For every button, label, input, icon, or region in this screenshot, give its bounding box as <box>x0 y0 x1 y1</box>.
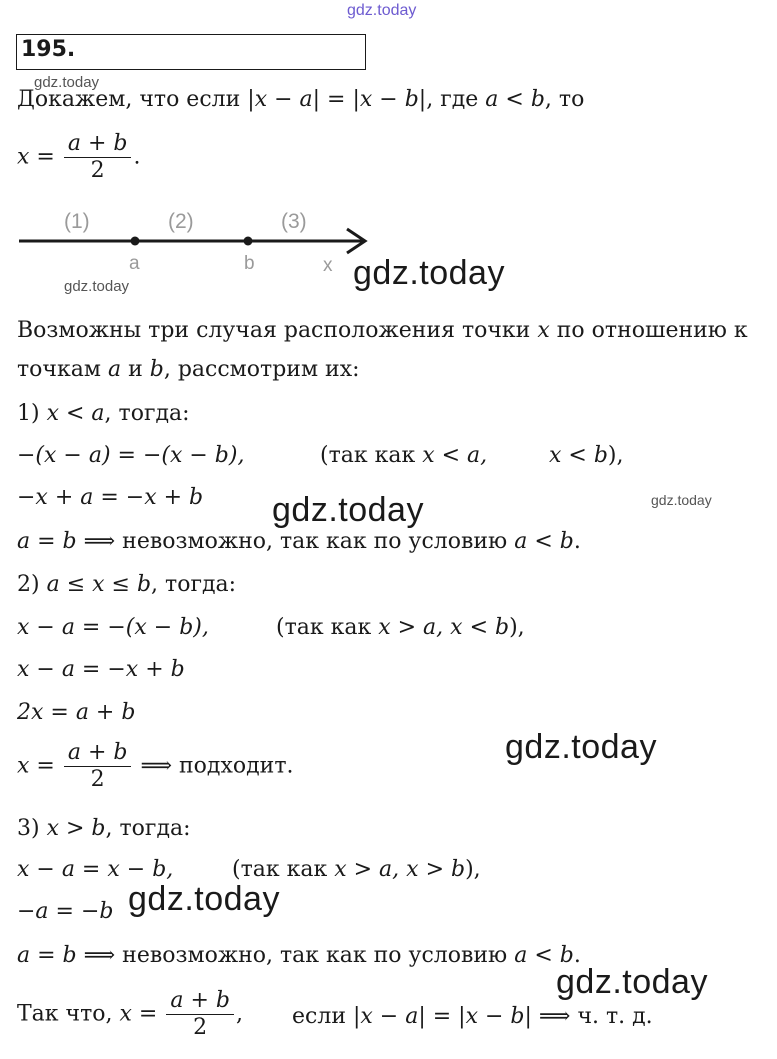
problem-number: 195. <box>21 37 76 62</box>
equation: x − a = x − b, <box>17 857 174 882</box>
text: Возможны три случая расположения точки <box>17 318 531 343</box>
math: x < a, <box>422 443 488 468</box>
fraction-denominator: 2 <box>90 158 105 183</box>
equation: −(x − a) = −(x − b), <box>17 443 245 468</box>
watermark: gdz.today <box>505 728 657 766</box>
text: Так что, <box>17 1001 113 1027</box>
case2-eq2 <box>17 656 185 684</box>
equation: |x − a| = |x − b| <box>352 1004 532 1029</box>
text: ), <box>607 443 624 468</box>
fraction-numerator: a + b <box>64 131 132 158</box>
math: a = b <box>17 529 77 554</box>
text: , тогда: <box>151 572 237 597</box>
watermark: gdz.today <box>651 492 712 508</box>
text: , рассмотрим их: <box>163 357 360 382</box>
text: если <box>292 1004 346 1029</box>
equation: −x + a = −x + b <box>17 485 204 510</box>
intro-tail: , то <box>544 87 585 112</box>
intro-condition: a < b <box>485 87 545 112</box>
case-number: 1) <box>17 401 40 426</box>
fraction-denominator: 2 <box>90 767 105 792</box>
case1-eq1 <box>17 442 244 470</box>
intro-line <box>17 86 584 114</box>
fraction-numerator: a + b <box>166 988 234 1015</box>
cases-intro-line1 <box>17 317 748 345</box>
conclusion-condition <box>292 1003 653 1031</box>
case-condition: x < a <box>46 401 105 426</box>
watermark: gdz.today <box>64 278 130 295</box>
text: ), <box>465 857 481 882</box>
text: , тогда: <box>104 401 190 426</box>
text: (так как <box>320 443 416 468</box>
problem-number-box <box>16 34 366 70</box>
conclusion-fraction <box>166 988 234 1041</box>
text: и <box>128 357 143 382</box>
fraction-denominator: 2 <box>193 1015 208 1040</box>
text: ⟹ невозможно, так как по условию <box>83 529 508 554</box>
math: a = b <box>17 943 77 968</box>
math: x = <box>17 753 55 779</box>
case3-eq2 <box>17 898 114 926</box>
math: a <box>107 357 122 382</box>
text: , <box>235 1001 243 1027</box>
case-number: 3) <box>17 816 40 841</box>
case3-eq3 <box>17 942 581 970</box>
case2-eq3 <box>17 699 135 727</box>
region-2-label: (2) <box>168 210 194 233</box>
case1-eq2 <box>17 484 203 512</box>
equation: x − a = −(x − b), <box>17 615 209 640</box>
text: ), <box>509 615 525 640</box>
watermark: gdz.today <box>272 491 424 529</box>
intro-text: Докажем, что если <box>17 87 241 112</box>
point-b-label: b <box>244 253 255 274</box>
math: b <box>149 357 164 382</box>
equation: x − a = −x + b <box>17 657 185 682</box>
claim-formula <box>17 131 140 184</box>
case-number: 2) <box>17 572 40 597</box>
math: a < b <box>514 529 574 554</box>
text: точкам <box>17 357 101 382</box>
case2-eq1-note <box>276 614 525 642</box>
math: x = <box>119 1001 158 1027</box>
claim-lhs: x = <box>17 144 55 170</box>
text: ⟹ подходит. <box>140 753 294 779</box>
point-b-dot <box>244 237 253 246</box>
claim-fraction <box>64 131 132 184</box>
watermark: gdz.today <box>128 880 280 918</box>
case3-heading <box>17 815 191 843</box>
text: (так как <box>276 615 372 640</box>
math: x > a, x > b <box>334 857 466 882</box>
text: , тогда: <box>105 816 191 841</box>
text: (так как <box>232 857 328 882</box>
case2-heading <box>17 571 236 599</box>
text: ⟹ невозможно, так как по условию <box>83 943 508 968</box>
equation: 2x = a + b <box>17 700 136 725</box>
intro-where: , где <box>426 87 479 112</box>
watermark: gdz.today <box>353 254 505 292</box>
axis-x-label: x <box>323 255 333 276</box>
intro-equation: |x − a| = |x − b| <box>247 87 427 112</box>
math: a < b <box>514 943 574 968</box>
case1-eq1-note-end <box>549 442 624 470</box>
case3-eq1-note <box>232 856 481 884</box>
text: . <box>573 943 581 968</box>
case1-heading <box>17 400 190 428</box>
math: x <box>537 318 550 343</box>
math: x < b <box>549 443 608 468</box>
equation: −a = −b <box>17 899 114 924</box>
region-1-label: (1) <box>64 210 90 233</box>
case1-eq1-note <box>320 442 487 470</box>
case2-fraction <box>64 740 132 793</box>
watermark: gdz.today <box>556 963 708 1001</box>
conclusion-line <box>17 988 243 1041</box>
cases-intro-line2 <box>17 356 360 384</box>
math: x > a, x < b <box>378 615 510 640</box>
case1-eq3 <box>17 528 581 556</box>
text: . <box>573 529 581 554</box>
point-a-label: a <box>129 253 140 274</box>
region-3-label: (3) <box>281 210 307 233</box>
case2-eq1 <box>17 614 209 642</box>
case-condition: x > b <box>46 816 106 841</box>
watermark: gdz.today <box>347 2 417 19</box>
fraction-numerator: a + b <box>64 740 132 767</box>
point-a-dot <box>131 237 140 246</box>
claim-end: . <box>133 144 141 170</box>
case-condition: a ≤ x ≤ b <box>46 572 152 597</box>
watermark: gdz.today <box>34 74 100 91</box>
text: по отношению к <box>556 318 748 343</box>
qed-text: ⟹ ч. т. д. <box>538 1004 653 1029</box>
case3-eq1 <box>17 856 173 884</box>
case2-eq4 <box>17 740 293 793</box>
